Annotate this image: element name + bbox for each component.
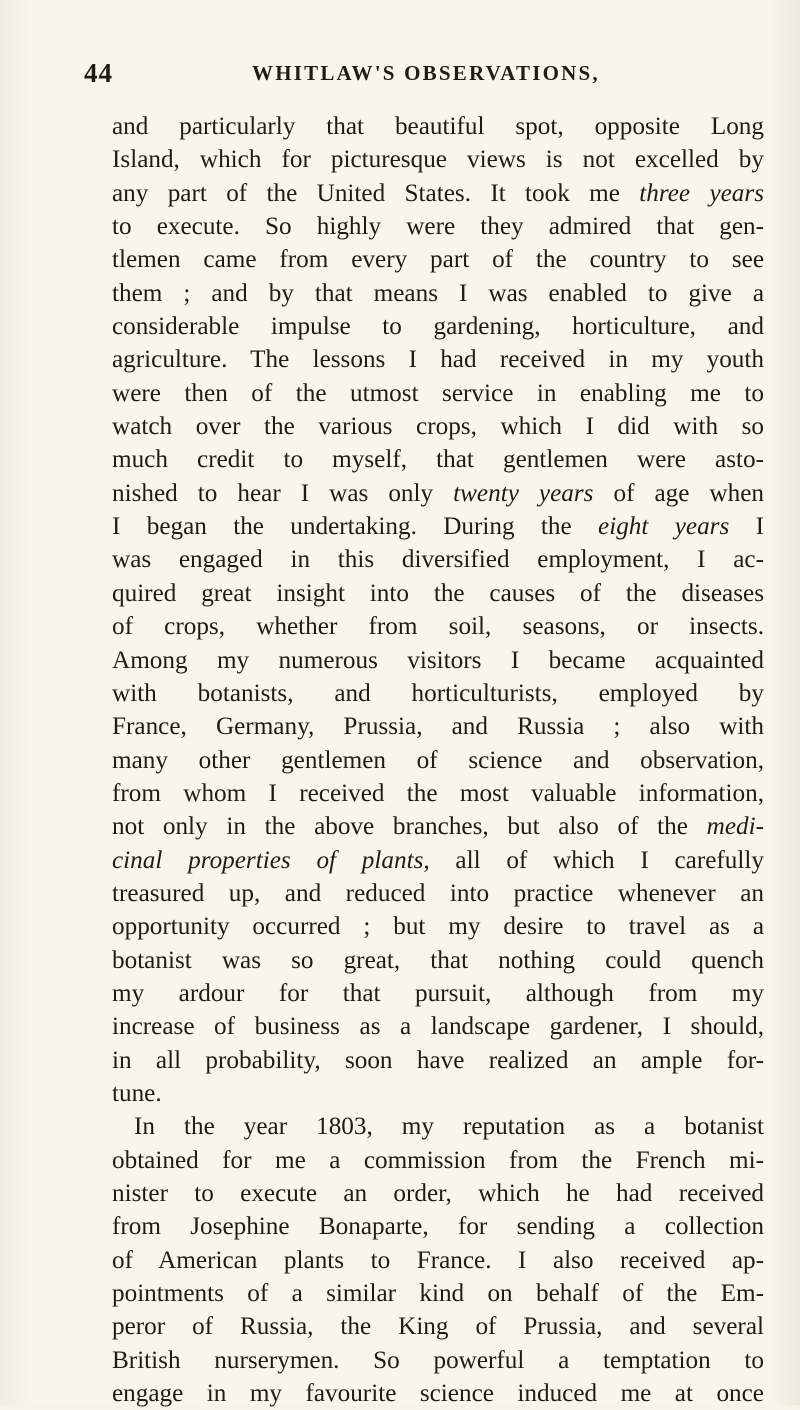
text-line — [112, 510, 764, 543]
text-segment: of age when — [593, 479, 764, 507]
text-segment: of American plants to France. I also received ap- — [112, 1246, 764, 1274]
text-line — [112, 1144, 764, 1177]
italic-phrase: medi- — [706, 813, 764, 841]
text-segment: considerable impulse to gardening, horticulture, and — [112, 313, 764, 341]
text-line — [112, 744, 764, 777]
text-segment: in all probability, soon have realized an ample for- — [112, 1046, 764, 1074]
text-line — [112, 110, 764, 143]
text-line — [112, 977, 764, 1010]
text-segment: with botanists, and horticulturists, employed by — [112, 679, 764, 707]
text-segment: any part of the United States. It took me — [112, 179, 640, 207]
text-segment: to execute. So highly were they admired that gen- — [112, 213, 764, 241]
text-line — [112, 210, 764, 243]
page-header — [84, 58, 744, 92]
text-line — [112, 1244, 764, 1277]
text-segment: from Josephine Bonaparte, for sending a collection — [112, 1213, 764, 1241]
text-segment: of crops, whether from soil, seasons, or insects. — [112, 613, 764, 641]
body-text — [112, 110, 764, 1410]
text-line — [112, 377, 764, 410]
text-segment: peror of Russia, the King of Prussia, and several — [112, 1313, 764, 1341]
text-line — [112, 877, 764, 910]
text-line — [112, 1110, 764, 1143]
text-segment: tune. — [112, 1079, 162, 1107]
text-segment: nished to hear I was only — [112, 479, 454, 507]
text-segment: my ardour for that pursuit, although from my — [112, 979, 764, 1007]
text-line — [112, 143, 764, 176]
italic-phrase: cinal properties of plants, — [112, 846, 430, 874]
text-line — [112, 810, 764, 843]
text-segment: botanist was so great, that nothing could quench — [112, 946, 764, 974]
text-segment: I — [729, 513, 765, 541]
text-segment: was engaged in this diversified employment, I ac- — [112, 546, 764, 574]
text-line — [112, 1044, 764, 1077]
text-line — [112, 1077, 764, 1110]
text-segment: and particularly that beautiful spot, opposite Long — [112, 113, 764, 140]
text-segment: engage in my favourite science induced me at once — [112, 1380, 764, 1408]
text-line — [112, 710, 764, 743]
italic-phrase: eight years — [598, 513, 730, 541]
text-line — [112, 343, 764, 376]
text-segment: quired great insight into the causes of the diseases — [112, 579, 764, 607]
text-line — [112, 910, 764, 943]
text-line — [112, 477, 764, 510]
text-line — [112, 944, 764, 977]
text-line — [112, 1177, 764, 1210]
text-line — [112, 1210, 764, 1243]
text-segment: nister to execute an order, which he had received — [112, 1180, 764, 1207]
text-line — [112, 177, 764, 210]
text-segment: Island, which for picturesque views is not excelled by — [112, 146, 764, 174]
text-line — [112, 844, 764, 877]
text-segment: not only in the above branches, but also of the — [112, 813, 707, 841]
text-segment: were then of the utmost service in enabling me to — [112, 379, 764, 407]
text-line — [112, 1310, 764, 1343]
text-segment: all of which I carefully — [429, 846, 764, 874]
text-line — [112, 1277, 764, 1310]
text-line — [112, 543, 764, 576]
italic-phrase: three years — [639, 179, 764, 207]
text-line — [112, 1377, 764, 1410]
text-segment: France, Germany, Prussia, and Russia ; also with — [112, 713, 764, 741]
text-segment: much credit to myself, that gentlemen were asto- — [112, 446, 764, 474]
text-line — [112, 677, 764, 710]
text-segment: opportunity occurred ; but my desire to travel as a — [112, 913, 764, 941]
text-segment: agriculture. The lessons I had received in my youth — [112, 346, 764, 374]
text-segment: increase of business as a landscape gardener, I should, — [112, 1013, 764, 1041]
text-segment: In the year 1803, my reputation as a botanist — [134, 1113, 764, 1141]
text-segment: I began the undertaking. During the — [112, 513, 599, 541]
text-segment: pointments of a similar kind on behalf of the Em- — [112, 1280, 764, 1308]
text-segment: them ; and by that means I was enabled to give a — [112, 279, 764, 307]
text-segment: from whom I received the most valuable information, — [112, 779, 764, 807]
italic-phrase: twenty years — [453, 479, 594, 507]
text-line — [112, 777, 764, 810]
text-segment: Among my numerous visitors I became acquainted — [112, 646, 764, 674]
text-line — [112, 310, 764, 343]
text-segment: obtained for me a commission from the French mi- — [112, 1146, 764, 1174]
text-line — [112, 1344, 764, 1377]
text-line — [112, 644, 764, 677]
text-segment: many other gentlemen of science and observation, — [112, 746, 764, 774]
text-line — [112, 277, 764, 310]
text-segment: watch over the various crops, which I did with so — [112, 413, 764, 441]
text-segment: treasured up, and reduced into practice whenever an — [112, 879, 764, 907]
text-line — [112, 1010, 764, 1043]
text-line — [112, 443, 764, 476]
text-line — [112, 410, 764, 443]
text-segment: tlemen came from every part of the country to see — [112, 246, 764, 274]
text-line — [112, 577, 764, 610]
text-line — [112, 243, 764, 276]
page-number: 44 — [84, 58, 113, 88]
text-line — [112, 610, 764, 643]
text-segment: British nurserymen. So powerful a temptation to — [112, 1346, 764, 1374]
running-head: WHITLAW'S OBSERVATIONS, — [252, 61, 600, 85]
